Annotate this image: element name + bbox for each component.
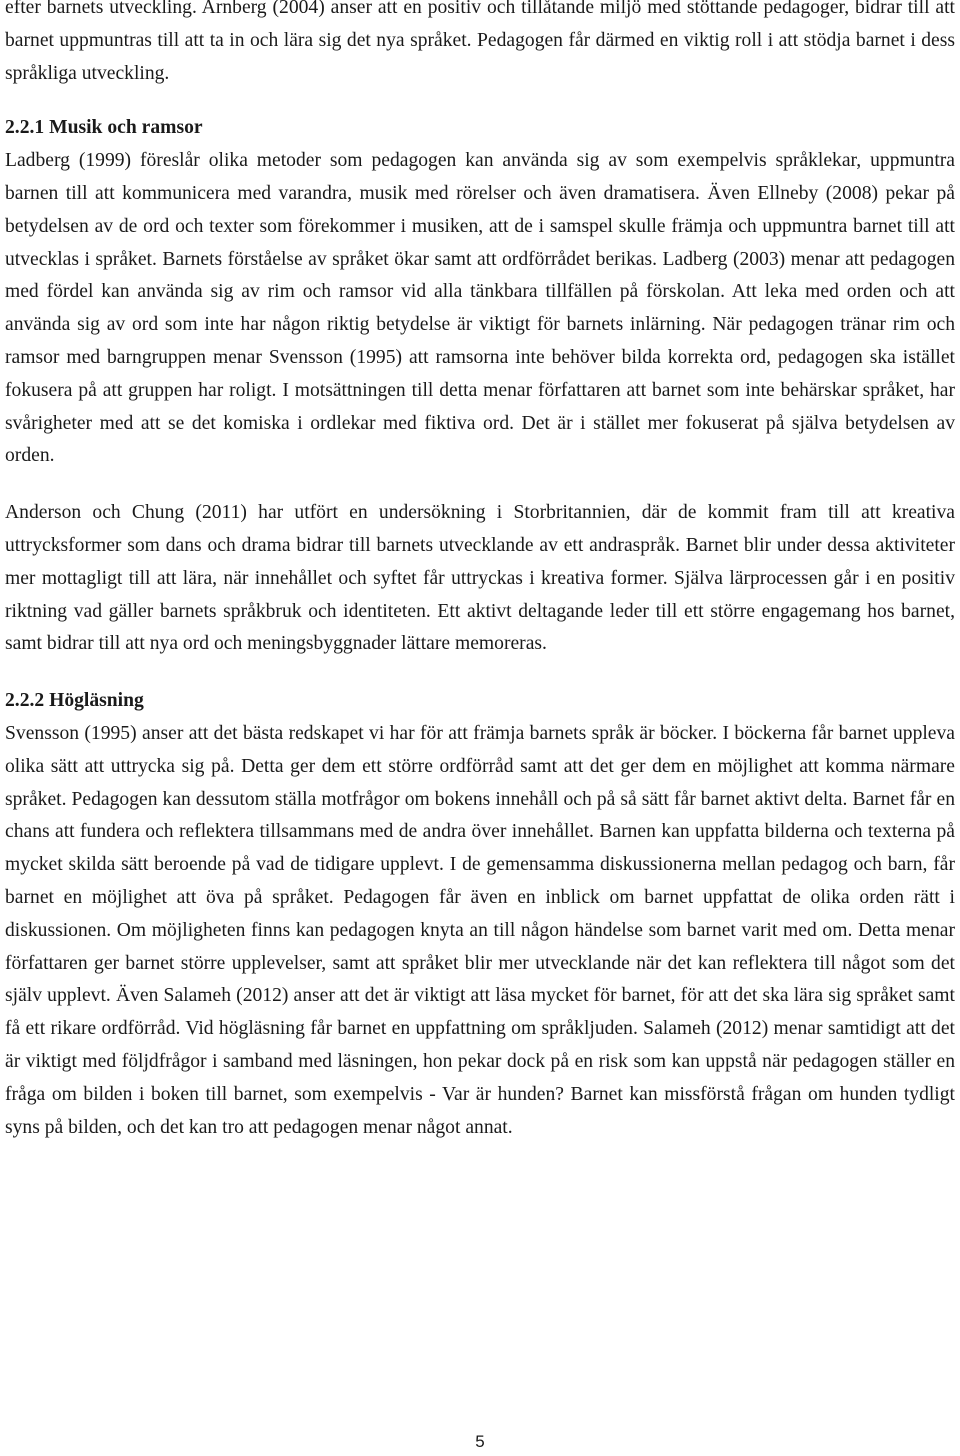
section-heading-musik-och-ramsor: 2.2.1 Musik och ramsor — [5, 117, 203, 139]
paragraph-musik-2: Anderson och Chung (2011) har utfört en undersökning i Storbritannien, där de kommit fram till att kreativa uttrycksformer som dans och drama bidrar till barnets utvecklande av ett andraspråk. Barnet blir under dessa aktiviteter mer mottagligt till att lära, när innehållet och syftet får uttryckas i kreativa former. Själva lärprocessen går i en positiv riktning vad gäller barnets språkbruk och identiteten. Ett aktivt deltagande leder till ett större engagemang hos barnet, samt bidrar till att nya ord och meningsbyggnader lättare memoreras. — [5, 502, 955, 655]
section-heading-hoglasning: 2.2.2 Högläsning — [5, 690, 144, 712]
intro-paragraph: efter barnets utveckling. Arnberg (2004) anser att en positiv och tillåtande miljö med stöttande pedagoger, bidrar till att barnet uppmuntras till att ta in och lära sig det nya språket. Pedagogen får därmed en viktig roll i att stödja barnet i dess språkliga utveckling. — [5, 0, 955, 84]
page-number: 5 — [475, 1432, 485, 1451]
document-page — [5, 0, 955, 1144]
paragraph-hoglasning: Svensson (1995) anser att det bästa redskapet vi har för att främja barnets språk är böcker. I böckerna får barnet uppleva olika sätt att uttrycka sig på. Detta ger dem ett större ordförråd samt att det ger dem en möjlighet att komma närmare språket. Pedagogen kan dessutom ställa motfrågor om bokens innehåll och på så sätt får barnet aktivt delta. Barnet får en chans att fundera och reflektera tillsammans med de andra över innehållet. Barnen kan uppfatta bilderna och texterna på mycket skilda sätt beroende på vad de tidigare upplevt. I de gemensamma diskussionerna mellan pedagog och barn, får barnet en möjlighet att öva på språket. Pedagogen får även en inblick om barnet uppfattat de olika orden rätt i diskussionen. Om möjligheten finns kan pedagogen knyta an till någon händelse som barnet varit med om. Detta menar författaren ger barnet större upplevelser, samt att språket blir mer utvecklande när det kan reflektera till något som det själv upplevt. Även Salameh (2012) anser att det är viktigt att läsa mycket för barnet, för att det ska lära sig språket samt få ett rikare ordförråd. Vid högläsning får barnet en uppfattning om språkljuden. Salameh (2012) menar samtidigt att det är viktigt med följdfrågor i samband med läsningen, hon pekar dock på en risk som kan uppstå när pedagogen ställer en fråga om bilden i boken till barnet, som exempelvis - Var är hunden? Barnet kan missförstå frågan om hunden tydligt syns på bilden, och det kan tro att pedagogen menar något annat. — [5, 722, 955, 1138]
paragraph-musik-1: Ladberg (1999) föreslår olika metoder som pedagogen kan använda sig av som exempelvis språklekar, uppmuntra barnen till att kommunicera med varandra, musik med rörelser och även dramatisera. Även Ellneby (2008) pekar på betydelsen av de ord och texter som förekommer i musiken, att de i samspel skulle främja och uppmuntra barnet till att utvecklas i språket. Barnets förståelse av språket ökar samt att ordförrådet berikas. Ladberg (2003) menar att pedagogen med fördel kan använda sig av rim och ramsor vid alla tänkbara tillfällen på förskolan. Att leka med orden och att använda sig av ord som inte har någon riktig betydelse är viktigt för barnets inlärning. När pedagogen tränar rim och ramsor med barngruppen menar Svensson (1995) att ramsorna inte behöver bilda korrekta ord, pedagogen ska istället fokusera på att gruppen har roligt. I motsättningen till detta menar författaren att barnet som inte behärskar språket, har svårigheter med att se det komiska i ordlekar med fiktiva ord. Det är i stället mer fokuserat på själva betydelsen av orden. — [5, 150, 955, 467]
